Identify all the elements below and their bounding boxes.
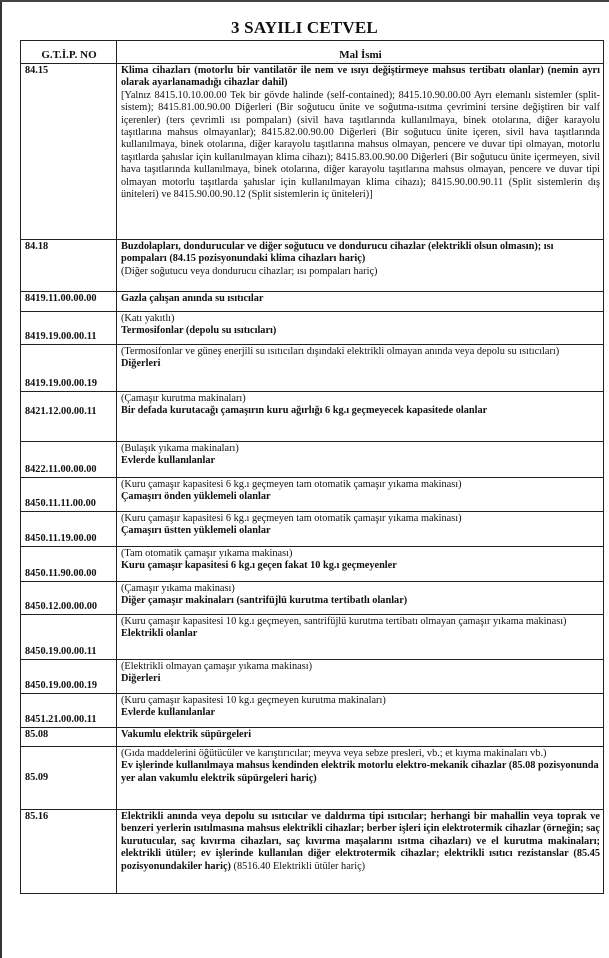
item-note: (Diğer soğutucu veya dondurucu cihazlar; ısı pompaları hariç) <box>121 265 378 277</box>
item-context: (Kuru çamaşır kapasitesi 10 kg.ı geçmeyen kurutma makinaları) <box>121 695 386 706</box>
item-note: [Yalnız 8415.10.10.00.00 Tek bir gövde halinde (self-contained); 8415.10.90.00.00 Ayrı elemanlı sistemler (split-sistem); 8415.81.00.90.00 Diğerleri (Bir soğutucu ünite ve soğutma-ısıtma çevrimini tersine değiştiren bir valf içerenler) (ters çevrimli ısı pompaları) (sivil hava taşıtlarında kullanılmaya, binek otolarına, diğer karayolu taşıtlarına mahsus olmayanlar); 8415.82.00.90.00 Diğerleri (Bir soğutucu ünite içeren, sivil hava taşıtlarında kullanılmaya, binek otolarına, diğer karayolu taşıtlarına mahsus olmayan, pencere ve duvar tipi olmayan, motorlu taşıtlarda şahıslar için kullanılmayan klima cihazı); 8415.83.00.90.00 Diğerleri (Bir soğutucu ünite içermeyen, sivil hava taşıtlarında kullanılmaya, binek otolarına, diğer karayolu taşıtlarına mahsus olmayan, pencere ve duvar tipi olmayan motorlu taşıtlarda şahıslar için kullanılmayan klima cihazı); 8415.90.00.90.11 (Split sistemlerin dış üniteleri) ve 8415.90.00.90.12 (Split sistemlerin iç üniteleri)] <box>121 89 600 201</box>
table-row <box>21 64 604 240</box>
table-row <box>21 660 604 694</box>
table-row <box>21 747 604 810</box>
item-description <box>117 345 604 392</box>
item-title: Elektrikli olanlar <box>121 628 198 640</box>
item-note: (8516.40 Elektrikli ütüler hariç) <box>233 860 366 872</box>
item-context: (Gıda maddelerini öğütücüler ve karıştırıcılar; meyva veya sebze presleri, vb.; et kıyma makinaları vb.) <box>121 748 547 759</box>
item-title: Elektrikli anında veya depolu su ısıtıcılar ve daldırma tipi ısıtıcılar; herhangi bir mahallin veya toprak ve benzeri yerlerin ısıtılmasına mahsus elektrikli cihazlar; berber işleri için elektrotermik cihazlar (örneğin; saç kurutucular, saç kıvırma cihazları, saç kıvırma maşalarını ısıtma cihazları) ve el kurutma makinaları; elektrikli ütüler; ev işlerinde kullanılan diğer elektrotermik cihazlar; elektrikli ısıtıcı rezistanslar (85.45 pozisyonundakiler hariç) <box>121 811 600 872</box>
column-header-mal-ismi: Mal İsmi <box>117 41 604 64</box>
item-description <box>117 582 604 615</box>
item-title: Evlerde kullanılanlar <box>121 455 216 467</box>
gtip-code: 8450.19.00.00.11 <box>21 615 117 660</box>
item-context: (Elektrikli olmayan çamaşır yıkama makinası) <box>121 661 313 672</box>
item-description <box>117 660 604 694</box>
item-description <box>117 810 604 894</box>
item-description <box>117 312 604 345</box>
gtip-code: 8421.12.00.00.11 <box>21 392 117 442</box>
column-header-gtip: G.T.İ.P. NO <box>21 41 117 64</box>
gtip-code: 85.16 <box>21 810 117 894</box>
item-title: Buzdolapları, dondurucular ve diğer soğutucu ve dondurucu cihazlar (elektrikli olsun olmasın); ısı pompaları (84.15 pozisyonundaki klima cihazları hariç) <box>121 241 554 265</box>
gtip-code: 8450.19.00.00.19 <box>21 660 117 694</box>
item-context: (Çamaşır yıkama makinası) <box>121 583 235 594</box>
item-context: (Tam otomatik çamaşır yıkama makinası) <box>121 548 293 559</box>
table-row <box>21 292 604 312</box>
tariff-table <box>20 40 604 894</box>
gtip-code: 8419.19.00.00.11 <box>21 312 117 345</box>
table-row <box>21 442 604 478</box>
item-description <box>117 615 604 660</box>
item-context: (Bulaşık yıkama makinaları) <box>121 443 239 454</box>
gtip-code: 8419.19.00.00.19 <box>21 345 117 392</box>
item-title: Kuru çamaşır kapasitesi 6 kg.ı geçen fakat 10 kg.ı geçmeyenler <box>121 560 397 572</box>
gtip-code: 8450.11.90.00.00 <box>21 547 117 582</box>
item-context: (Kuru çamaşır kapasitesi 6 kg.ı geçmeyen tam otomatik çamaşır yıkama makinası) <box>121 513 462 524</box>
item-title: Klima cihazları (motorlu bir vantilatör ile nem ve ısıyı değiştirmeye mahsus tertibatı olanlar) (nemin ayrı olarak ayarlanamadığı cihazlar dahil) <box>121 65 600 89</box>
item-title: Vakumlu elektrik süpürgeleri <box>121 729 252 740</box>
table-header-row <box>21 41 604 64</box>
item-description <box>117 240 604 292</box>
document-title: 3 SAYILI CETVEL <box>231 18 378 37</box>
item-title: Bir defada kurutacağı çamaşırın kuru ağırlığı 6 kg.ı geçmeyecek kapasitede olanlar <box>121 405 488 417</box>
item-description <box>117 728 604 747</box>
gtip-code: 8451.21.00.00.11 <box>21 694 117 728</box>
gtip-code: 84.18 <box>21 240 117 292</box>
gtip-code: 8450.12.00.00.00 <box>21 582 117 615</box>
item-description <box>117 694 604 728</box>
item-title: Çamaşırı üstten yüklemeli olanlar <box>121 525 271 537</box>
gtip-code: 8419.11.00.00.00 <box>21 292 117 312</box>
item-description <box>117 547 604 582</box>
gtip-code: 8450.11.11.00.00 <box>21 478 117 512</box>
table-row <box>21 240 604 292</box>
table-row <box>21 694 604 728</box>
item-title: Çamaşırı önden yüklemeli olanlar <box>121 491 271 503</box>
table-row <box>21 728 604 747</box>
item-title: Evlerde kullanılanlar <box>121 707 216 719</box>
item-description <box>117 64 604 240</box>
gtip-code: 85.08 <box>21 728 117 747</box>
page-edge-left <box>0 0 2 958</box>
item-title: Ev işlerinde kullanılmaya mahsus kendinden elektrik motorlu elektro-mekanik cihazlar (85.08 pozisyonunda yer alan vakumlu elektrik süpürgeleri hariç) <box>121 760 599 784</box>
item-context: (Çamaşır kurutma makinaları) <box>121 393 246 404</box>
table-row <box>21 392 604 442</box>
item-title: Gazla çalışan anında su ısıtıcılar <box>121 293 264 304</box>
gtip-code: 8450.11.19.00.00 <box>21 512 117 547</box>
gtip-code: 85.09 <box>21 747 117 810</box>
gtip-code: 8422.11.00.00.00 <box>21 442 117 478</box>
item-title: Termosifonlar (depolu su ısıtıcıları) <box>121 325 277 337</box>
table-row <box>21 478 604 512</box>
table-row <box>21 547 604 582</box>
page-edge-top <box>0 0 609 2</box>
item-description <box>117 478 604 512</box>
item-description <box>117 292 604 312</box>
item-title: Diğerleri <box>121 673 161 685</box>
item-context: (Katı yakıtlı) <box>121 313 175 324</box>
item-description <box>117 512 604 547</box>
item-title: Diğer çamaşır makinaları (santrifüjlü kurutma tertibatlı olanlar) <box>121 595 408 607</box>
gtip-code: 84.15 <box>21 64 117 240</box>
table-row <box>21 615 604 660</box>
table-row <box>21 312 604 345</box>
item-context: (Termosifonlar ve güneş enerjili su ısıtıcıları dışındaki elektrikli olmayan anında veya depolu su ısıtıcıları) <box>121 346 560 357</box>
item-description <box>117 442 604 478</box>
item-description <box>117 747 604 810</box>
table-row <box>21 810 604 894</box>
table-row <box>21 582 604 615</box>
table-row <box>21 345 604 392</box>
item-title: Diğerleri <box>121 358 161 370</box>
item-context: (Kuru çamaşır kapasitesi 10 kg.ı geçmeyen, santrifüjlü kurutma tertibatı olmayan çamaşır yıkama makinası) <box>121 616 567 627</box>
item-context: (Kuru çamaşır kapasitesi 6 kg.ı geçmeyen tam otomatik çamaşır yıkama makinası) <box>121 479 462 490</box>
item-description <box>117 392 604 442</box>
table-row <box>21 512 604 547</box>
